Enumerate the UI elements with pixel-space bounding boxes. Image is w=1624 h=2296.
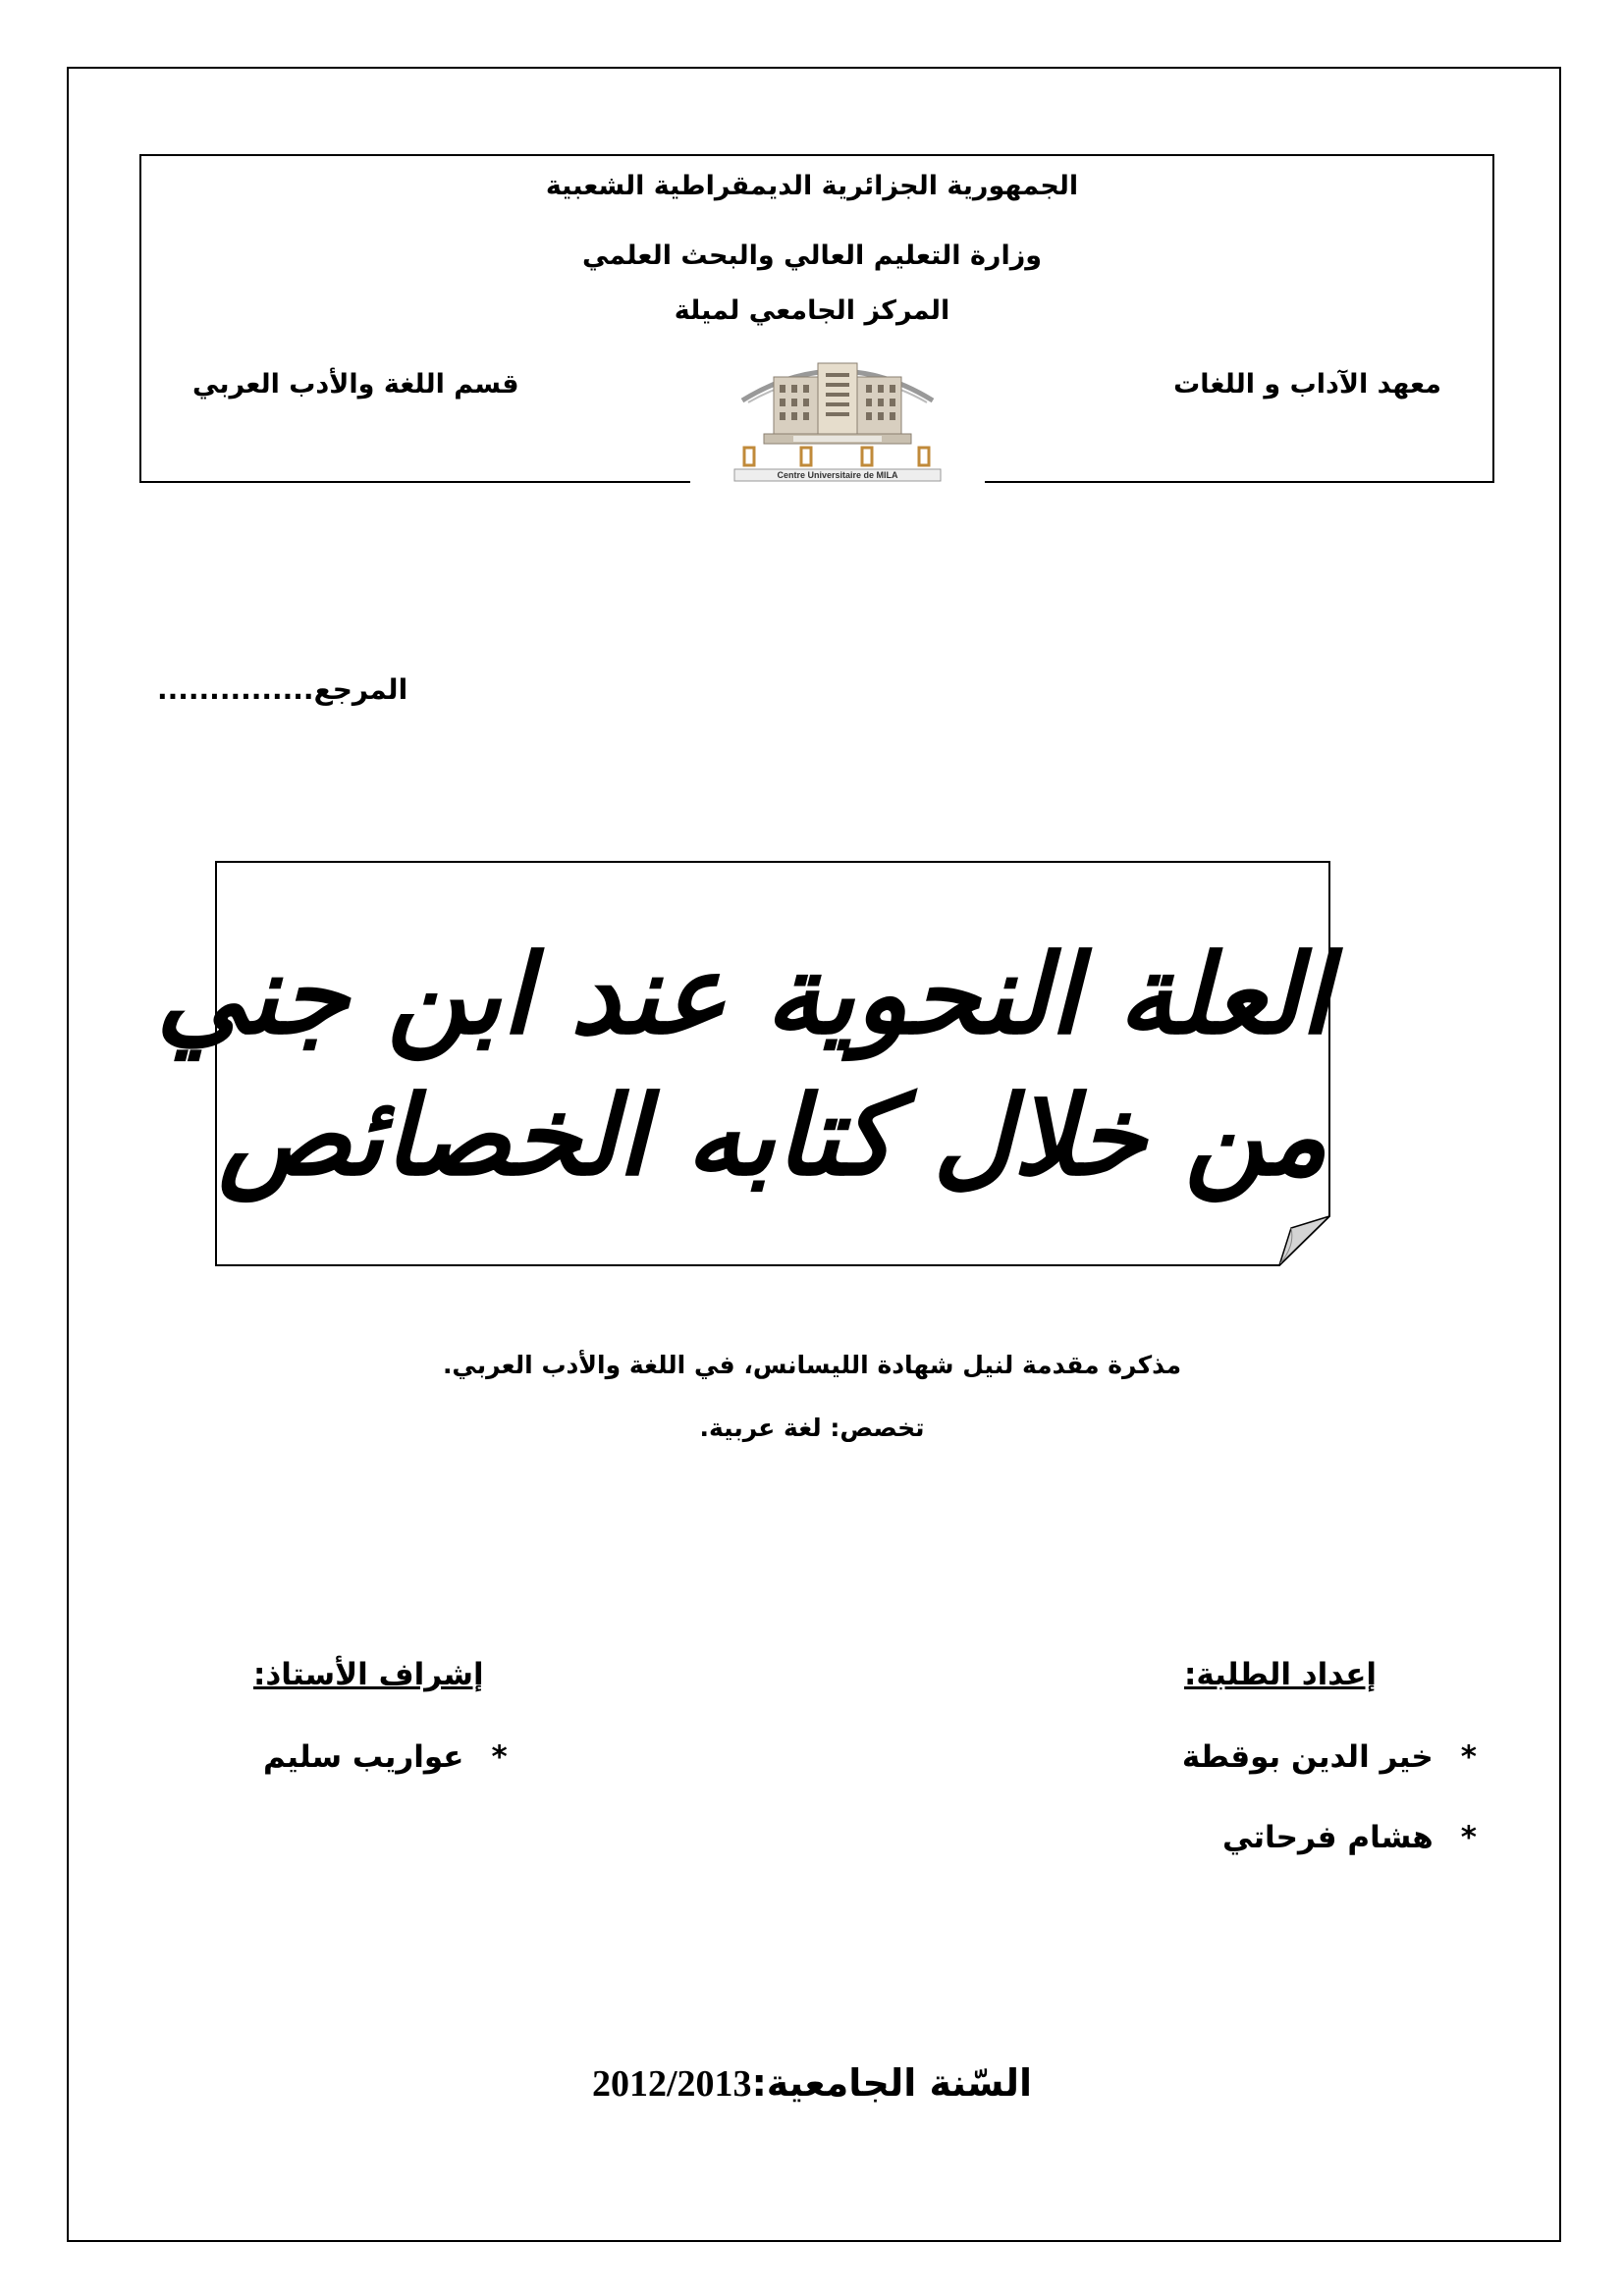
header-country: الجمهورية الجزائرية الديمقراطية الشعبية (545, 171, 1079, 201)
student-name-2 (1222, 1820, 1477, 1855)
academic-year-value: 2012/2013 (592, 2063, 752, 2105)
reference-dots: ............... (157, 673, 314, 706)
title-frame (155, 861, 1330, 1266)
thesis-title-line-1: العلة النحوية عند ابن جني (155, 932, 1330, 1059)
reference-field (157, 673, 407, 706)
student-name-1 (1182, 1739, 1477, 1775)
logo-caption: Centre Universitaire de MILA (777, 470, 898, 480)
supervisor-name-text: عواريب سليم (263, 1739, 464, 1775)
students-label: إعداد الطلبة: (1183, 1657, 1377, 1692)
bullet-star-1: * (1460, 1739, 1477, 1775)
memo-description: مذكرة مقدمة لنيل شهادة الليسانس، في اللغة والأدب العربي. (442, 1351, 1182, 1379)
header-ministry: وزارة التعليم العالي والبحث العلمي (581, 240, 1043, 271)
university-logo (725, 351, 950, 483)
thesis-title-line-2: من خلال كتابه الخصائص (218, 1073, 1327, 1201)
student-name-text: خير الدين بوقطة (1181, 1739, 1434, 1775)
academic-year-label: السّنة الجامعية: (751, 2061, 1032, 2105)
bullet-star-2: * (1460, 1820, 1477, 1855)
academic-year (0, 2061, 1624, 2106)
memo-specialty: تخصص: لغة عربية. (699, 1414, 925, 1442)
header-department: قسم اللغة والأدب العربي (192, 369, 519, 400)
supervisor-name (263, 1739, 508, 1775)
supervisor-label: إشراف الأستاذ: (253, 1657, 484, 1692)
student-name-text: هشام فرحاتي (1222, 1820, 1434, 1855)
header-institute: معهد الآداب و اللغات (1173, 369, 1441, 400)
header-center: المركز الجامعي لميلة (674, 295, 950, 326)
reference-label: المرجع (313, 673, 408, 706)
bullet-star-3: * (491, 1739, 508, 1775)
